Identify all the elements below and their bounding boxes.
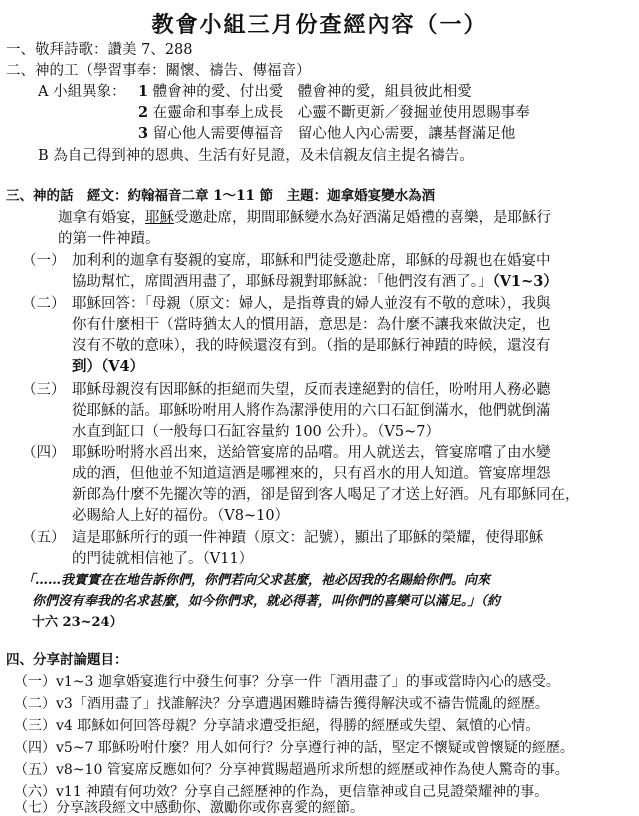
point-line: 成的酒，但他並不知道這酒是哪裡來的，只有舀水的用人知道。管宴席埋怨 [72, 466, 551, 482]
point-line: 沒有不敬的意味），我的時候還沒有到。（指的是耶穌行神蹟的時候，還沒有 [72, 338, 551, 354]
point-number: （二） [22, 296, 66, 312]
point-line: 這是耶穌所行的頭一件神蹟（原文：記號），顯出了耶穌的榮耀，使得耶穌 [72, 530, 544, 546]
section-2-heading: 二、神的工（學習事奉：關懷、禱告、傳福音） [6, 63, 311, 79]
discussion-question: （一）v1~3 迦拿婚宴進行中發生何事？分享一件「酒用盡了」的事或當時內心的感受。 [14, 674, 560, 690]
section-3-heading: 三、神的話 經文：約翰福音二章 1～11 節 主題：迦拿婚宴變水為酒 [6, 188, 436, 204]
section-4-heading: 四、分享討論題目： [6, 652, 128, 668]
intro-line: 的第一件神蹟。 [58, 231, 160, 247]
prayer-item: B 為自己得到神的恩典、生活有好見證，及未信親友信主提名禱告。 [38, 148, 474, 164]
point-line: 到）（V4） [72, 358, 145, 375]
point-line: 耶穌回答：「母親（原文：婦人，是指尊貴的婦人並沒有不敬的意味），我與 [72, 296, 551, 312]
discussion-question: （三）v4 耶穌如何回答母親？分享請求遭受拒絕，得勝的經歷或失望、氣憤的心情。 [14, 718, 540, 734]
vision-item: 1 體會神的愛、付出愛 體會神的愛，組員彼此相愛 [138, 83, 472, 100]
point-line: 新郎為什麼不先擺次等的酒，卻是留到客人喝足了才送上好酒。凡有耶穌同在， [72, 487, 580, 503]
point-line: 協助幫忙，席間酒用盡了，耶穌母親對耶穌說：「他們沒有酒了。」（V1~3） [72, 273, 558, 290]
point-number: （一） [22, 253, 66, 269]
scripture-quote-line: 你們沒有奉我的名求甚麼，如今你們求，就必得著，叫你們的喜樂可以滿足。」（約 [32, 594, 501, 609]
scripture-quote-line: 「……我實實在在地告訴你們，你們若向父求甚麼，祂必因我的名賜給你們。向來 [22, 573, 491, 588]
point-line: 的門徒就相信祂了。（V11） [72, 551, 254, 567]
intro-line: 迦拿有婚宴，耶穌受邀赴席，期間耶穌變水為好酒滿足婚禮的喜樂，是耶穌行 [58, 210, 551, 226]
discussion-question: （七）分享該段經文中感動你、激勵你或你喜愛的經節。 [14, 800, 364, 816]
vision-label: A 小組異象： [38, 84, 126, 100]
point-number: （五） [22, 530, 66, 546]
point-line: 你有什麼相干（當時猶太人的慣用語，意思是：為什麼不讓我來做決定，也 [72, 317, 551, 333]
point-line: 從耶穌的話。耶穌吩咐用人將作為潔淨使用的六口石缸倒滿水，他們就倒滿 [72, 403, 551, 419]
discussion-question: （二）v3「酒用盡了」找誰解決？分享遭遇困難時禱告獲得解決或不禱告慌亂的經歷。 [14, 696, 549, 712]
section-1-label: 一、敬拜詩歌： [6, 42, 108, 58]
point-number: （三） [22, 382, 66, 398]
discussion-question: （六）v11 神蹟有何功效？分享自己經歷神的作為，更信靠神或自己見證榮耀神的事。 [14, 784, 549, 800]
scripture-quote-line: 十六 23~24） [32, 615, 123, 630]
discussion-question: （四）v5~7 耶穌吩咐什麼？用人如何行？分享遵行神的話，堅定不懷疑或曾懷疑的經歷。 [14, 740, 574, 756]
point-line: 耶穌吩咐將水舀出來，送給管宴席的品嚐。用人就送去，管宴席嚐了由水變 [72, 445, 551, 461]
underlined-word: 耶穌 [145, 210, 174, 226]
page-title: 教會小組三月份查經內容（一） [151, 12, 488, 38]
hymn-numbers: 讚美 7、288 [107, 42, 193, 58]
point-line: 耶穌母親沒有因耶穌的拒絕而失望，反而表達絕對的信任，吩咐用人務必聽 [72, 382, 551, 398]
vision-item: 3 留心他人需要傳福音 留心他人內心需要，讓基督滿足他 [138, 125, 516, 142]
point-line: 必賜給人上好的福份。（V8~10） [72, 508, 290, 524]
section-1-heading [6, 40, 193, 60]
vision-item: 2 在靈命和事奉上成長 心靈不斷更新／發掘並使用恩賜事奉 [138, 104, 530, 121]
point-line: 水直到缸口（一般每口石缸容量約 100 公升）。（V5~7） [72, 424, 440, 440]
point-number: （四） [22, 445, 66, 461]
point-line: 加利利的迦拿有娶親的宴席，耶穌和門徒受邀赴席，耶穌的母親也在婚宴中 [72, 253, 551, 269]
discussion-question: （五）v8~10 管宴席反應如何？分享神賞賜超過所求所想的經歷或神作為使人驚奇的事。 [14, 762, 569, 778]
